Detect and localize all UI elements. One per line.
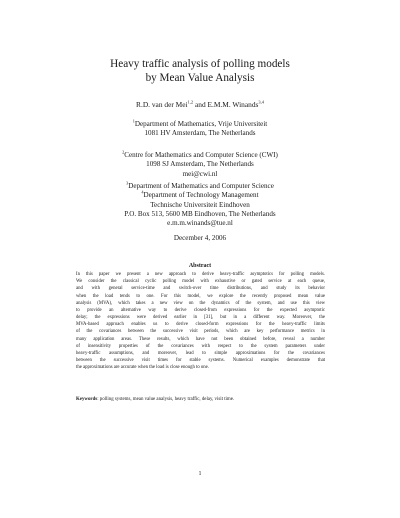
abstract-heading: Abstract (188, 263, 212, 269)
affiliation-2-line-2: 1098 SJ Amsterdam, The Netherlands (146, 160, 254, 169)
abstract-line: many application areas. These results, which have not been obtained before, reveal a number (76, 336, 325, 342)
affiliation-3-email: e.m.m.winands@tue.nl (167, 219, 233, 228)
paper-date: December 4, 2006 (173, 234, 227, 242)
author-2-affiliation-marker: 3,4 (258, 99, 264, 105)
abstract-line: MVA-based approach enables us to derive closed-form expressions for the heavy-traffic limits (76, 322, 325, 328)
affiliation-3-line-2: Department of Technology Management (143, 191, 259, 200)
affiliation-3-line-4: P.O. Box 513, 5600 MB Eindhoven, The Netherlands (124, 209, 276, 218)
affiliation-3 (0, 182, 400, 228)
affiliation-4-marker: 4 (141, 189, 144, 195)
author-conjunction: and (193, 100, 208, 109)
abstract-line: delay; the expressions were derived earlier in [31], but in a different way. Moreover, the (76, 315, 325, 321)
author-2-name: E.M.M. Winands (207, 100, 259, 109)
affiliation-2 (0, 151, 400, 179)
author-list (0, 100, 400, 109)
abstract-line: between the successive visit times for stable systems. Numerical examples demonstrate that (76, 358, 325, 364)
author-1-name: R.D. van der Mei (136, 100, 188, 109)
affiliation-1-line-2: 1081 HV Amsterdam, The Netherlands (144, 129, 256, 138)
abstract-line: to provide an alternative way to derive closed-from expressions for the expected asymptotic (76, 307, 325, 313)
abstract-line: heavy-traffic assumptions, and moreover, lead to simple approximations for the covariances (76, 350, 325, 356)
abstract-line: We consider the classical cyclic polling model with exhaustive or gated service at each queue, (76, 279, 325, 285)
paper-title (0, 57, 400, 85)
affiliation-2-line-1: Centre for Mathematics and Computer Science (CWI) (124, 151, 278, 159)
abstract-line: when the load tends to one. For this model, we explore the recently proposed mean value (76, 293, 325, 299)
title-line-2: by Mean Value Analysis (145, 72, 255, 84)
author-1-affiliation-marker: 1,2 (187, 99, 194, 105)
abstract-line: the approximations are accurate when the load is close enough to one. (76, 365, 209, 371)
abstract-line: and with general service-time and switch-over time distributions, and study its behavior (76, 286, 325, 292)
keywords-text: : polling systems, mean value analysis, heavy traffic, delay, visit time. (97, 397, 235, 402)
affiliation-3-line-1: Department of Mathematics and Computer Science (128, 182, 274, 190)
affiliation-3-marker: 3 (126, 180, 129, 186)
keywords-label: Keywords (76, 397, 98, 402)
affiliation-2-marker: 2 (122, 149, 125, 155)
title-line-1: Heavy traffic analysis of polling models (110, 58, 290, 70)
abstract-line: In this paper we present a new approach to derive heavy-traffic asymptotics for polling models. (76, 272, 325, 277)
affiliation-1-line-1: Department of Mathematics, Vrije Universiteit (134, 120, 268, 128)
abstract-line: of the covariances between the successive visit periods, which are key performance metrics in (76, 329, 325, 335)
affiliation-1 (0, 120, 400, 139)
affiliation-1-marker: 1 (132, 118, 135, 124)
affiliation-2-email: mei@cwi.nl (182, 169, 218, 178)
abstract-line: of insensitivity properties of the covariances with respect to the system parameters under (76, 343, 325, 349)
page-number: 1 (198, 471, 202, 477)
abstract-body (76, 271, 325, 371)
affiliation-3-line-3: Technische Universiteit Eindhoven (150, 200, 250, 209)
abstract-line: analysis (MVA), which takes a new view on the dynamics of the system, and use this view (76, 300, 325, 306)
keywords-line (76, 396, 234, 403)
